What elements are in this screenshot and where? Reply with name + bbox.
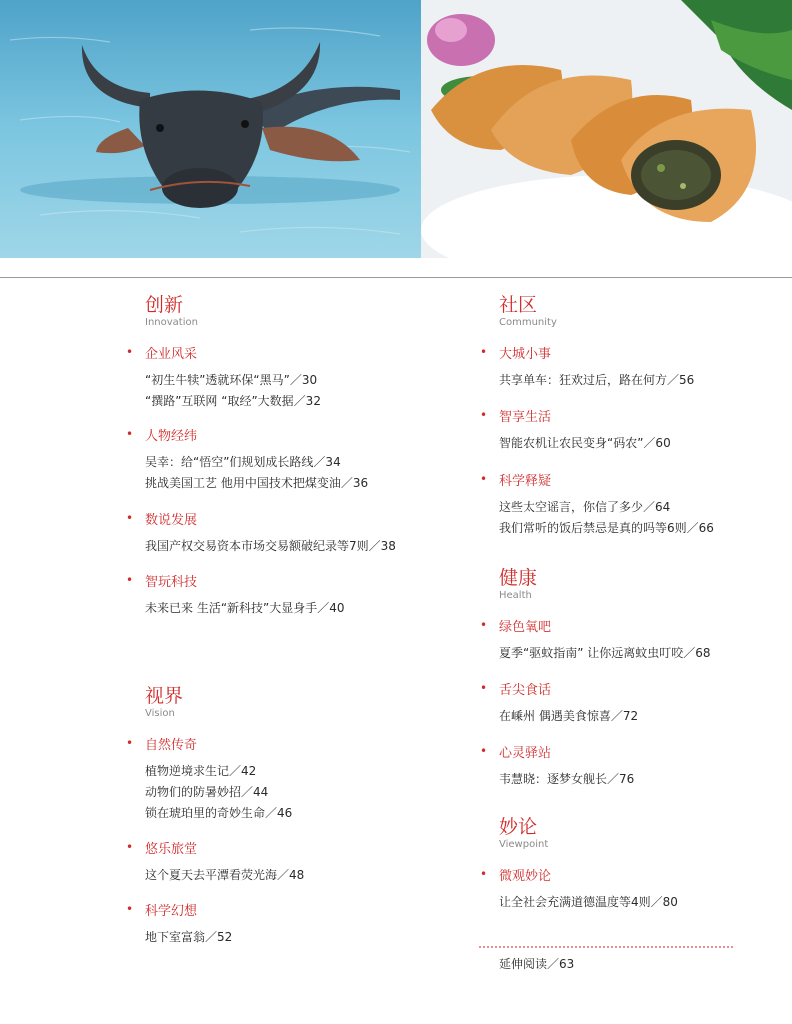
bullet-icon: • (126, 736, 134, 750)
section-title: 创新 (145, 294, 184, 316)
category-name: 智玩科技 (145, 574, 198, 590)
section-subtitle: Community (499, 317, 557, 328)
section-health (478, 567, 778, 790)
category-enterprise (124, 341, 434, 412)
bullet-icon: • (126, 840, 134, 854)
toc-entry[interactable]: 我们常听的饭后禁忌是真的吗等6则／66 (499, 521, 714, 535)
bullet-icon: • (480, 867, 488, 881)
toc-entry[interactable]: 未来已来 生活“新科技”大显身手／40 (145, 601, 345, 615)
section-title: 社区 (499, 294, 538, 316)
category-name: 科学释疑 (499, 473, 552, 489)
buffalo-illustration (0, 0, 421, 258)
toc-entry[interactable]: “初生牛犊”透就环保“黑马”／30 (145, 373, 318, 387)
section-subtitle: Health (499, 590, 532, 601)
right-column (478, 294, 778, 913)
bullet-icon: • (480, 345, 488, 359)
category-name: 舌尖食话 (499, 682, 552, 698)
category-name: 心灵驿站 (499, 745, 552, 761)
buffalo-photo (0, 0, 421, 258)
section-subtitle: Viewpoint (499, 839, 549, 850)
divider-rule (0, 277, 792, 278)
category-name: 企业风采 (145, 346, 198, 362)
category-name: 悠乐旅堂 (145, 841, 198, 857)
category-tech (124, 569, 434, 619)
category-micro (478, 863, 778, 913)
category-people (124, 423, 434, 494)
toc-entry[interactable]: 挑战美国工艺 他用中国技术把煤变油／36 (145, 476, 369, 490)
section-subtitle: Innovation (145, 317, 198, 328)
category-name: 绿色氧吧 (499, 619, 552, 635)
category-science-qa (478, 468, 778, 539)
toc-entry[interactable]: 夏季“驱蚊指南” 让你远离蚊虫叮咬／68 (499, 646, 711, 660)
bullet-icon: • (480, 681, 488, 695)
dumplings-photo (421, 0, 792, 258)
section-title: 视界 (145, 685, 184, 707)
category-name: 智享生活 (499, 409, 552, 425)
toc-entry[interactable]: 这些太空谣言，你信了多少／64 (499, 500, 671, 514)
bullet-icon: • (126, 345, 134, 359)
extra-reading-entry[interactable]: 延伸阅读／63 (499, 957, 575, 971)
toc-entry[interactable]: 智能农机让农民变身“码农”／60 (499, 436, 671, 450)
toc-entry[interactable]: 在嵊州 偶遇美食惊喜／72 (499, 709, 639, 723)
bullet-icon: • (480, 408, 488, 422)
toc-entry[interactable]: 地下室富翁／52 (145, 930, 233, 944)
category-smart-life (478, 404, 778, 454)
left-column (124, 294, 434, 948)
category-name: 数说发展 (145, 512, 198, 528)
category-scifi (124, 898, 434, 948)
category-travel (124, 836, 434, 886)
bullet-icon: • (126, 511, 134, 525)
toc-entry[interactable]: 植物逆境求生记／42 (145, 764, 257, 778)
section-vision (124, 685, 434, 948)
section-subtitle: Vision (145, 708, 175, 719)
toc-entry[interactable]: 锁在琥珀里的奇妙生命／46 (145, 806, 293, 820)
category-name: 人物经纬 (145, 428, 198, 444)
category-name: 自然传奇 (145, 737, 198, 753)
bullet-icon: • (480, 472, 488, 486)
section-viewpoint (478, 816, 778, 913)
bullet-icon: • (126, 573, 134, 587)
dumplings-illustration (421, 0, 792, 258)
category-city (478, 341, 778, 391)
bullet-icon: • (480, 618, 488, 632)
bullet-icon: • (126, 427, 134, 441)
section-community (478, 294, 778, 539)
toc-entry[interactable]: “撰路”互联网 “取经”大数据／32 (145, 394, 321, 408)
toc-entry[interactable]: 我国产权交易资本市场交易额破纪录等7则／38 (145, 539, 396, 553)
category-soul (478, 740, 778, 790)
category-green (478, 614, 778, 664)
category-name: 微观妙论 (499, 868, 552, 884)
dotted-divider (478, 946, 734, 948)
category-food (478, 677, 778, 727)
toc-entry[interactable]: 韦慧晓：逐梦女舰长／76 (499, 772, 635, 786)
toc-entry[interactable]: 这个夏天去平潭看荧光海／48 (145, 868, 305, 882)
category-name: 大城小事 (499, 346, 552, 362)
toc-entry[interactable]: 动物们的防暑妙招／44 (145, 785, 269, 799)
toc-entry[interactable]: 让全社会充满道德温度等4则／80 (499, 895, 678, 909)
category-nature (124, 732, 434, 824)
bullet-icon: • (480, 744, 488, 758)
section-title: 妙论 (499, 816, 538, 838)
toc-entry[interactable]: 吴幸：给“悟空”们规划成长路线／34 (145, 455, 341, 469)
section-innovation (124, 294, 434, 619)
toc-entry[interactable]: 共享单车：狂欢过后，路在何方／56 (499, 373, 695, 387)
section-title: 健康 (499, 567, 538, 589)
category-name: 科学幻想 (145, 903, 198, 919)
bullet-icon: • (126, 902, 134, 916)
category-data (124, 507, 434, 557)
